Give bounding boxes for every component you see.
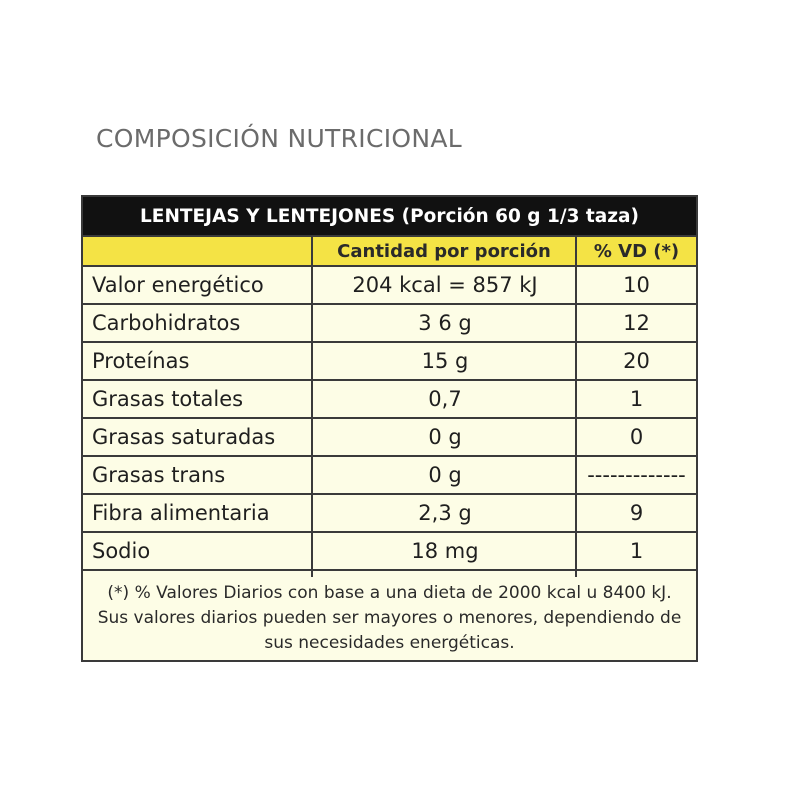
nutrient-quantity: 2,3 g <box>418 501 472 525</box>
table-row <box>83 381 696 419</box>
nutrient-vd: 20 <box>623 349 650 373</box>
table-row <box>83 267 696 305</box>
nutrient-vd: 0 <box>629 425 644 449</box>
table-row <box>83 419 696 457</box>
page-title: COMPOSICIÓN NUTRICIONAL <box>96 124 463 153</box>
column-divider <box>575 235 577 577</box>
nutrient-name: Carbohidratos <box>92 311 241 335</box>
nutrient-name: Grasas trans <box>92 463 226 487</box>
table-row <box>83 495 696 533</box>
column-header-vd: % VD (*) <box>593 240 680 262</box>
nutrient-quantity: 0 g <box>428 425 462 449</box>
nutrient-vd: 1 <box>629 387 644 411</box>
table-row <box>83 533 696 571</box>
footnote: (*) % Valores Diarios con base a una dieta de 2000 kcal u 8400 kJ. Sus valores diarios pueden ser mayores o menores, dependiendo de sus necesidades energéticas. <box>97 583 682 653</box>
nutrient-quantity: 3 6 g <box>418 311 472 335</box>
nutrient-quantity: 0,7 <box>428 387 462 411</box>
column-divider <box>311 235 313 577</box>
nutrient-name: Sodio <box>92 539 151 563</box>
nutrient-quantity: 18 mg <box>411 539 479 563</box>
nutrient-quantity: 204 kcal = 857 kJ <box>352 273 538 297</box>
nutrient-quantity: 15 g <box>421 349 469 373</box>
nutrient-vd: 12 <box>623 311 650 335</box>
nutrient-vd: ------------- <box>587 463 686 487</box>
column-header-row <box>83 235 696 267</box>
table-row <box>83 457 696 495</box>
nutrient-vd: 1 <box>629 539 644 563</box>
nutrient-name: Valor energético <box>92 273 264 297</box>
table-row <box>83 305 696 343</box>
nutrient-vd: 10 <box>623 273 650 297</box>
nutrient-name: Grasas saturadas <box>92 425 276 449</box>
table-row <box>83 343 696 381</box>
column-header-quantity: Cantidad por porción <box>337 240 551 262</box>
nutrition-table <box>81 195 698 662</box>
nutrient-vd: 9 <box>629 501 644 525</box>
table-header: LENTEJAS Y LENTEJONES (Porción 60 g 1/3 taza) <box>83 197 696 235</box>
nutrient-quantity: 0 g <box>428 463 462 487</box>
nutrient-name: Fibra alimentaria <box>92 501 270 525</box>
nutrient-name: Grasas totales <box>92 387 244 411</box>
nutrient-name: Proteínas <box>92 349 190 373</box>
